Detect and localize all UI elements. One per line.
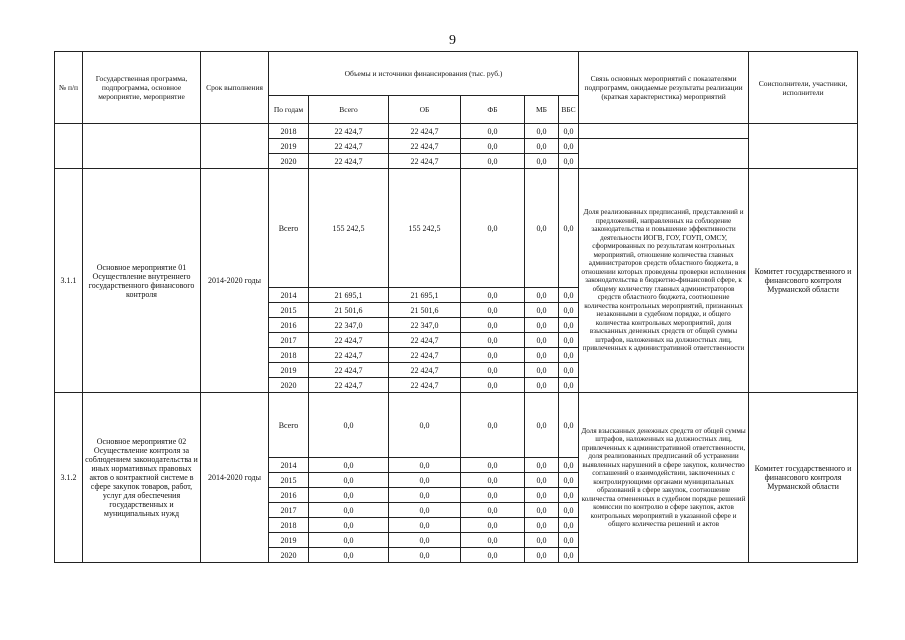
cell-mb: 0,0 (525, 503, 559, 518)
cell-year: 2017 (269, 333, 309, 348)
cell-total: 22 424,7 (309, 124, 389, 139)
cell-mb: 0,0 (525, 288, 559, 303)
cell-mb: 0,0 (525, 154, 559, 169)
cell-fb: 0,0 (461, 318, 525, 333)
cell-total: 22 424,7 (309, 139, 389, 154)
cell-total: 0,0 (309, 533, 389, 548)
section-link-text: Доля реализованных предписаний, представлений и предложений, направленных на соблюдение законодательства и повышение эффективности деятельности ИОГВ, ГОУ, ГОУП, ОМСУ, сформированных по результатам контрольных мероприятий, отношение количества главных администраторов средств областного бюджета, в отношении которых проведены проверки исполнения законодательства в бюджетно-финансовой сфере, к общему количеству главных администраторов средств областного бюджета, соотношение количества контрольных мероприятий, признанных незаконными в судебном порядке, и общего количества контрольных мероприятий, доля взысканных денежных средств от общей суммы штрафов, наложенных на должностных лиц, привлеченных к административной ответственности (579, 169, 749, 393)
cell-year: 2014 (269, 458, 309, 473)
table-row (55, 124, 858, 139)
cell-fb: 0,0 (461, 139, 525, 154)
table-row (55, 393, 858, 458)
cell-mb: 0,0 (525, 473, 559, 488)
cell-ob: 0,0 (389, 393, 461, 458)
cell-year: 2016 (269, 488, 309, 503)
section-term: 2014-2020 годы (201, 169, 269, 393)
table-row (55, 169, 858, 288)
cell-total: 22 424,7 (309, 378, 389, 393)
section-link-text: Доля взысканных денежных средств от общей суммы штрафов, наложенных на должностных лиц, привлеченных к административной ответственности, доля реализованных предписаний об устранении выявленных нарушений в сфере закупок, количество соглашений о взаимодействии, заключенных с контролирующими органами муниципальных образований в сфере закупок, соотношение количества отмененных в судебном порядке решений комиссии по контролю в сфере закупок, актов контрольных мероприятий в указанной сфере и общего количества решений и актов (579, 393, 749, 563)
cell-total-label: Всего (269, 169, 309, 288)
cell-fb: 0,0 (461, 363, 525, 378)
cell-ob: 0,0 (389, 503, 461, 518)
cell-vbs: 0,0 (559, 503, 579, 518)
cell-fb: 0,0 (461, 503, 525, 518)
cell-total: 0,0 (309, 488, 389, 503)
header-executors: Соисполнители, участники, исполнители (749, 52, 858, 124)
cell-fb: 0,0 (461, 169, 525, 288)
section-executors: Комитет государственного и финансового контроля Мурманской области (749, 393, 858, 563)
cell-ob: 22 424,7 (389, 333, 461, 348)
empty-cell (579, 124, 749, 139)
cell-year: 2017 (269, 503, 309, 518)
cell-ob: 22 347,0 (389, 318, 461, 333)
page-number: 9 (449, 33, 456, 48)
cell-ob: 22 424,7 (389, 154, 461, 169)
cell-ob: 0,0 (389, 548, 461, 563)
cell-vbs: 0,0 (559, 488, 579, 503)
section-term: 2014-2020 годы (201, 393, 269, 563)
cell-year: 2018 (269, 124, 309, 139)
cell-ob: 155 242,5 (389, 169, 461, 288)
cell-total: 0,0 (309, 458, 389, 473)
cell-ob: 0,0 (389, 473, 461, 488)
cell-total: 0,0 (309, 503, 389, 518)
cell-mb: 0,0 (525, 488, 559, 503)
cell-ob: 0,0 (389, 533, 461, 548)
cell-fb: 0,0 (461, 458, 525, 473)
section-number: 3.1.2 (55, 393, 83, 563)
header-vbs: ВБС (559, 96, 579, 124)
cell-ob: 21 501,6 (389, 303, 461, 318)
cell-year: 2019 (269, 533, 309, 548)
cell-vbs: 0,0 (559, 348, 579, 363)
header-link: Связь основных мероприятий с показателями подпрограмм, ожидаемые результаты реализации (краткая характеристика) мероприятий (579, 52, 749, 124)
cell-vbs: 0,0 (559, 518, 579, 533)
header-mb: МБ (525, 96, 559, 124)
cell-vbs: 0,0 (559, 458, 579, 473)
cell-ob: 22 424,7 (389, 139, 461, 154)
header-total: Всего (309, 96, 389, 124)
cell-vbs: 0,0 (559, 393, 579, 458)
cell-total: 155 242,5 (309, 169, 389, 288)
cell-year: 2018 (269, 348, 309, 363)
header-term: Срок выполнения (201, 52, 269, 124)
cell-ob: 0,0 (389, 458, 461, 473)
cell-total: 0,0 (309, 473, 389, 488)
cell-mb: 0,0 (525, 333, 559, 348)
cell-mb: 0,0 (525, 139, 559, 154)
financing-table (54, 51, 858, 563)
cell-fb: 0,0 (461, 124, 525, 139)
section-number: 3.1.1 (55, 169, 83, 393)
cell-total: 0,0 (309, 518, 389, 533)
cell-fb: 0,0 (461, 378, 525, 393)
cell-fb: 0,0 (461, 488, 525, 503)
section-name: Основное мероприятие 02 Осуществление контроля за соблюдением законодательства и иных нормативных правовых актов о контрактной системе в сфере закупок товаров, работ, услуг для обеспечения государственных и муниципальных нужд (83, 393, 201, 563)
cell-year: 2018 (269, 518, 309, 533)
empty-cell (83, 124, 201, 169)
cell-vbs: 0,0 (559, 288, 579, 303)
cell-ob: 22 424,7 (389, 363, 461, 378)
cell-fb: 0,0 (461, 518, 525, 533)
cell-fb: 0,0 (461, 154, 525, 169)
cell-year: 2015 (269, 473, 309, 488)
header-num: № п/п (55, 52, 83, 124)
cell-ob: 22 424,7 (389, 348, 461, 363)
cell-ob: 0,0 (389, 488, 461, 503)
cell-mb: 0,0 (525, 533, 559, 548)
cell-fb: 0,0 (461, 473, 525, 488)
cell-mb: 0,0 (525, 458, 559, 473)
section-executors: Комитет государственного и финансового контроля Мурманской области (749, 169, 858, 393)
header-program: Государственная программа, подпрограмма, основное мероприятие, мероприятие (83, 52, 201, 124)
cell-fb: 0,0 (461, 333, 525, 348)
cell-total: 22 424,7 (309, 363, 389, 378)
cell-vbs: 0,0 (559, 548, 579, 563)
cell-fb: 0,0 (461, 533, 525, 548)
cell-mb: 0,0 (525, 363, 559, 378)
empty-cell (579, 139, 749, 169)
cell-ob: 22 424,7 (389, 124, 461, 139)
cell-vbs: 0,0 (559, 139, 579, 154)
cell-year: 2015 (269, 303, 309, 318)
cell-total: 22 347,0 (309, 318, 389, 333)
cell-vbs: 0,0 (559, 473, 579, 488)
cell-total: 22 424,7 (309, 154, 389, 169)
cell-total: 0,0 (309, 393, 389, 458)
cell-mb: 0,0 (525, 378, 559, 393)
cell-year: 2016 (269, 318, 309, 333)
section-name: Основное мероприятие 01 Осуществление внутреннего государственного финансового контроля (83, 169, 201, 393)
cell-fb: 0,0 (461, 393, 525, 458)
cell-ob: 0,0 (389, 518, 461, 533)
cell-mb: 0,0 (525, 124, 559, 139)
cell-mb: 0,0 (525, 548, 559, 563)
cell-fb: 0,0 (461, 548, 525, 563)
cell-vbs: 0,0 (559, 303, 579, 318)
cell-vbs: 0,0 (559, 154, 579, 169)
cell-vbs: 0,0 (559, 378, 579, 393)
cell-mb: 0,0 (525, 303, 559, 318)
header-ob: ОБ (389, 96, 461, 124)
cell-vbs: 0,0 (559, 333, 579, 348)
header-fb: ФБ (461, 96, 525, 124)
cell-vbs: 0,0 (559, 363, 579, 378)
cell-year: 2020 (269, 548, 309, 563)
cell-vbs: 0,0 (559, 318, 579, 333)
cell-year: 2020 (269, 154, 309, 169)
cell-total: 22 424,7 (309, 348, 389, 363)
cell-mb: 0,0 (525, 393, 559, 458)
cell-total: 22 424,7 (309, 333, 389, 348)
cell-year: 2019 (269, 139, 309, 154)
empty-cell (749, 124, 858, 169)
cell-mb: 0,0 (525, 518, 559, 533)
cell-fb: 0,0 (461, 348, 525, 363)
cell-year: 2019 (269, 363, 309, 378)
empty-cell (55, 124, 83, 169)
cell-ob: 21 695,1 (389, 288, 461, 303)
cell-mb: 0,0 (525, 169, 559, 288)
cell-vbs: 0,0 (559, 124, 579, 139)
cell-total: 21 501,6 (309, 303, 389, 318)
cell-fb: 0,0 (461, 288, 525, 303)
cell-vbs: 0,0 (559, 533, 579, 548)
cell-total-label: Всего (269, 393, 309, 458)
cell-total: 0,0 (309, 548, 389, 563)
cell-total: 21 695,1 (309, 288, 389, 303)
cell-ob: 22 424,7 (389, 378, 461, 393)
empty-cell (201, 124, 269, 169)
cell-mb: 0,0 (525, 348, 559, 363)
cell-fb: 0,0 (461, 303, 525, 318)
cell-vbs: 0,0 (559, 169, 579, 288)
header-volumes: Объемы и источники финансирования (тыс. руб.) (269, 52, 579, 96)
cell-year: 2020 (269, 378, 309, 393)
cell-mb: 0,0 (525, 318, 559, 333)
header-by-year: По годам (269, 96, 309, 124)
cell-year: 2014 (269, 288, 309, 303)
